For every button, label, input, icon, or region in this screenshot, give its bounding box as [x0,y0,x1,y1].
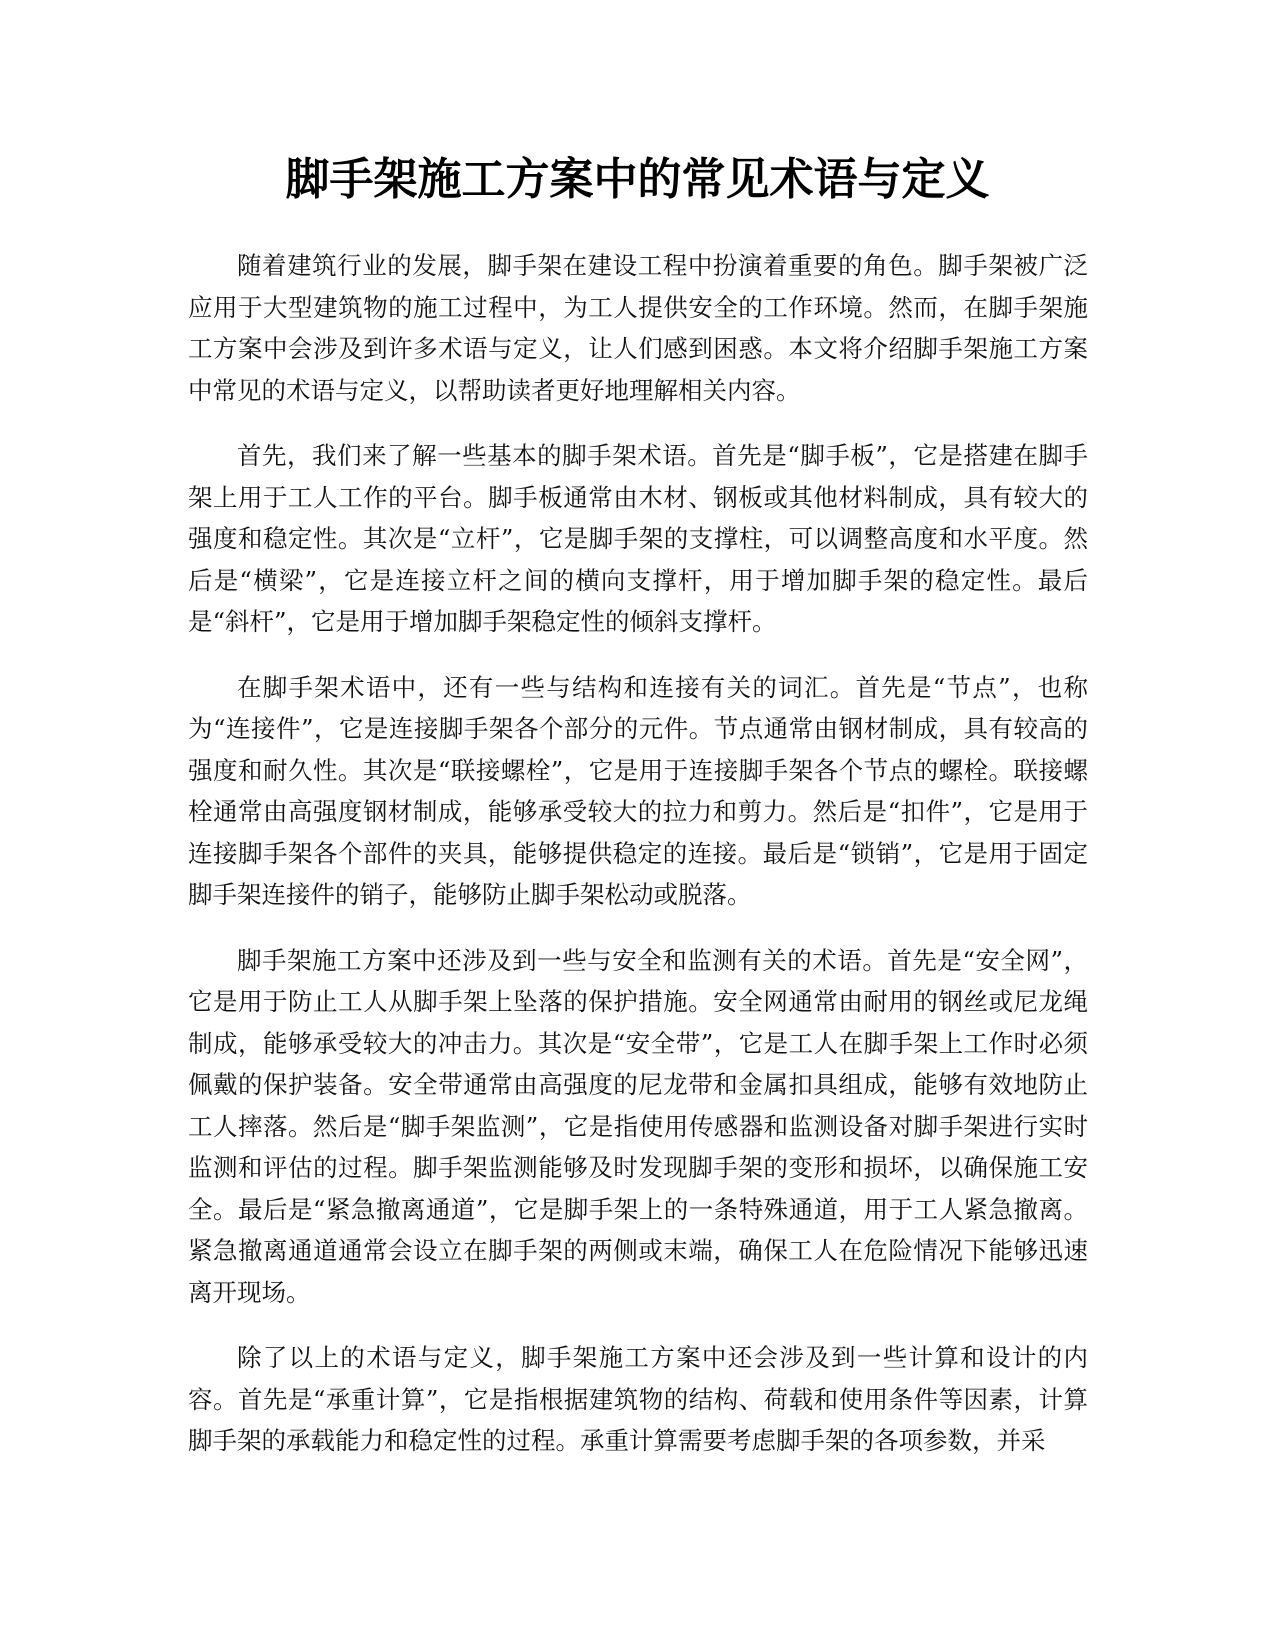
paragraph-safety-terms: 脚手架施工方案中还涉及到一些与安全和监测有关的术语。首先是“安全网”，它是用于防止工人从脚手架上坠落的保护措施。安全网通常由耐用的钢丝或尼龙绳制成，能够承受较大的冲击力。其次是“安全带”，它是工人在脚手架上工作时必须佩戴的保护装备。安全带通常由高强度的尼龙带和金属扣具组成，能够有效地防止工人摔落。然后是“脚手架监测”，它是指使用传感器和监测设备对脚手架进行实时监测和评估的过程。脚手架监测能够及时发现脚手架的变形和损坏，以确保施工安全。最后是“紧急撤离通道”，它是脚手架上的一条特殊通道，用于工人紧急撤离。紧急撤离通道通常会设立在脚手架的两侧或末端，确保工人在危险情况下能够迅速离开现场。 [188,945,1088,1307]
paragraph-intro: 随着建筑行业的发展，脚手架在建设工程中扮演着重要的角色。脚手架被广泛应用于大型建筑物的施工过程中，为工人提供安全的工作环境。然而，在脚手架施工方案中会涉及到许多术语与定义，让人们感到困惑。本文将介绍脚手架施工方案中常见的术语与定义，以帮助读者更好地理解相关内容。 [188,251,1088,405]
paragraph-basic-terms: 首先，我们来了解一些基本的脚手架术语。首先是“脚手板”，它是搭建在脚手架上用于工人工作的平台。脚手板通常由木材、钢板或其他材料制成，具有较大的强度和稳定性。其次是“立杆”，它是脚手架的支撑柱，可以调整高度和水平度。然后是“横梁”，它是连接立杆之间的横向支撑杆，用于增加脚手架的稳定性。最后是“斜杆”，它是用于增加脚手架稳定性的倾斜支撑杆。 [188,441,1088,636]
paragraph-calculation-terms: 除了以上的术语与定义，脚手架施工方案中还会涉及到一些计算和设计的内容。首先是“承重计算”，它是指根据建筑物的结构、荷载和使用条件等因素，计算脚手架的承载能力和稳定性的过程。承重计算需要考虑脚手架的各项参数，并采 [188,1343,1088,1455]
document-title: 脚手架施工方案中的常见术语与定义 [285,154,990,205]
paragraph-structure-terms: 在脚手架术语中，还有一些与结构和连接有关的词汇。首先是“节点”，也称为“连接件”，它是连接脚手架各个部分的元件。节点通常由钢材制成，具有较高的强度和耐久性。其次是“联接螺栓”，它是用于连接脚手架各个节点的螺栓。联接螺栓通常由高强度钢材制成，能够承受较大的拉力和剪力。然后是“扣件”，它是用于连接脚手架各个部件的夹具，能够提供稳定的连接。最后是“锁销”，它是用于固定脚手架连接件的销子，能够防止脚手架松动或脱落。 [188,672,1088,909]
document-body [188,245,1088,1486]
